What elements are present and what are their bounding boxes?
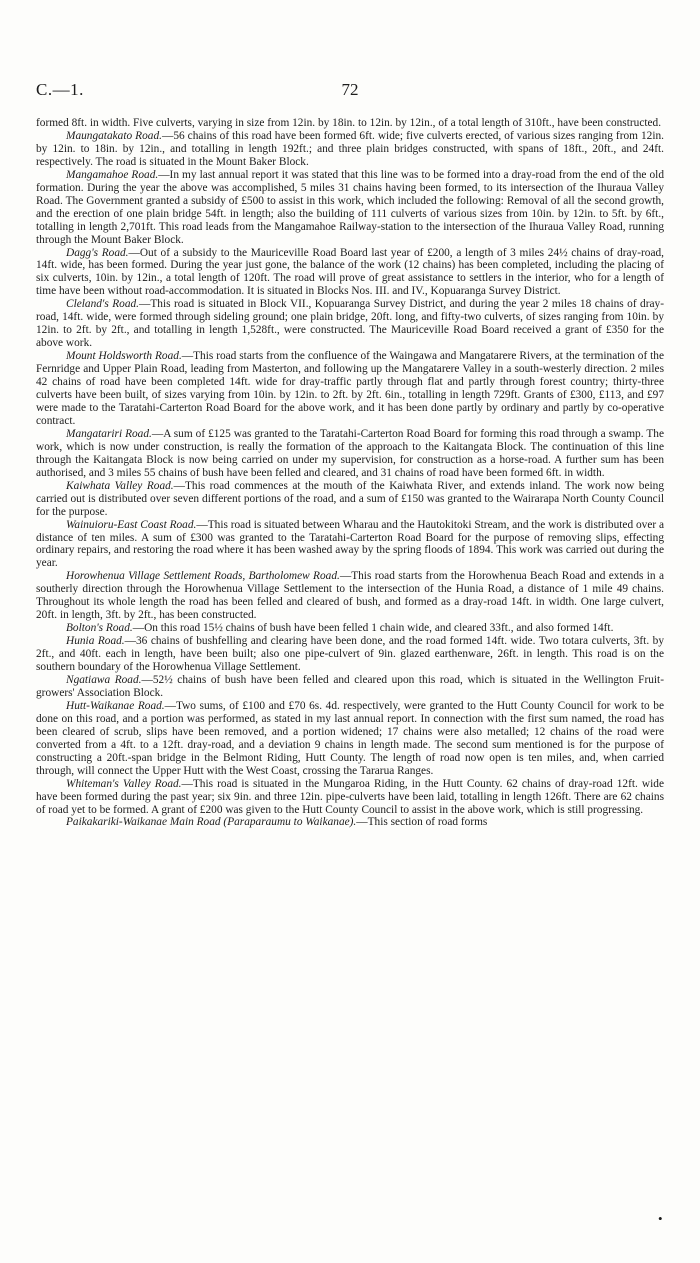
paragraph-text: —In my last annual report it was stated that this line was to be formed into a dray-road from the end of the old formation. During the year the above was accomplished, 5 miles 31 chains having been formed, to its intersection of the Ihuraua Valley Road. The Government granted a subsidy of £500 to assist in this work, which included the following: Removal of all the second growth, and the erection of one plain bridge 54ft. in length; also the building of 111 culverts of various sizes from 10in. by 12in. to 5ft. by 6ft., totalling in length 2,701ft. This road leads from the Mangamahoe Railway-station to the intersection of the Ihuraua Valley Road, running through the Mount Baker Block. [36,168,664,246]
paragraph [36,674,664,700]
page-number: 72 [341,80,359,99]
footer-mark: • [658,1211,663,1226]
paragraph-text: —This road is situated in the Mungaroa Riding, in the Hutt County. 62 chains of dray-road 12ft. wide have been formed during the past year; six 9in. and three 12in. pipe-culverts have been laid, totalling in length 126ft. There are 62 chains of road yet to be formed. A grant of £200 was given to the Hutt County Council to assist in the above work, which is still progressing. [36,777,664,816]
paragraph [36,635,664,674]
paragraph-text: —This road commences at the mouth of the Kaiwhata River, and extends inland. The work now being carried out is distributed over seven different portions of the road, and a sum of £150 was granted to the Wairarapa North County Council for the purpose. [36,479,665,518]
paragraph-text: —This road is situated in Block VII., Kopuaranga Survey District, and during the year 2 miles 18 chains of dray-road, 14ft. wide, were formed through sideling ground; one plain bridge, 20ft. long, and fifty-two culverts, of sizes ranging from 10in. by 12in. to 2ft. by 2ft., and totalling in length 1,528ft., were constructed. The Mauriceville Road Board received a grant of £350 for the above work. [36,298,664,350]
road-title: Maungatakato Road. [66,129,162,142]
paragraph-text: —36 chains of bushfelling and clearing have been done, and the road formed 14ft. wide. Two totara culverts, 3ft. by 2ft., and 40ft. each in length, have been built; also one pipe-culvert of 9in. glazed earthenware, 26ft. in length. This road is on the southern boundary of the Horowhenua Village Settlement. [36,635,665,674]
paragraph [36,816,664,829]
road-title: Hutt-Waikanae Road. [66,699,165,712]
paragraph [36,480,664,519]
road-title: Mangatariri Road. [66,427,152,440]
road-title: Whiteman's Valley Road. [66,777,182,790]
paragraph-text: —This section of road forms [356,816,488,829]
paragraph-text: —On this road 15½ chains of bush have been felled 1 chain wide, and cleared 33ft., and also formed 14ft. [132,622,614,635]
paragraph-text: —Two sums, of £100 and £70 6s. 4d. respectively, were granted to the Hutt County Council for work to be done on this road, and a portion was performed, as stated in my last annual report. In connection with the first sum named, the road has been cleared of scrub, slips have been removed, and a portion widened; 17 chains were also metalled; 12 chains of the road were converted from a 4ft. to a 12ft. dray-road, and a deviation 9 chains in length made. The second sum mentioned is for the purpose of constructing a 20ft.-span bridge in the Belmont Riding, Hutt County. The length of road now open is ten miles, and, when carried through, will connect the Upper Hutt with the West Coast, crossing the Tararua Ranges. [36,699,664,777]
paragraph-text: formed 8ft. in width. Five culverts, varying in size from 12in. by 18in. to 12in. by 12in., of a total length of 310ft., have been constructed. [36,117,662,129]
paragraph-text: —This road is situated between Wharau and the Hautokitoki Stream, and the work is distributed over a distance of ten miles. A sum of £300 was granted to the Taratahi-Carterton Road Board for the purpose of removing slips, effecting ordinary repairs, and restoring the road where it has been washed away by the spring floods of 1894. This work was carried out during the year. [36,518,665,570]
paragraph [36,169,664,247]
paragraph [36,700,664,778]
paragraph-text: —52½ chains of bush have been felled and cleared upon this road, which is situated in the Wellington Fruit-growers' Association Block. [36,673,664,699]
road-title: Bolton's Road. [66,622,133,635]
paragraph [36,778,664,817]
road-title: Paikakariki-Waikanae Main Road (Paraparaumu to Waikanae). [66,816,357,829]
paragraph-text: —A sum of £125 was granted to the Taratahi-Carterton Road Board for forming this road through a swamp. The work, which is now under construction, is really the formation of the approach to the Kaitangata Block. The continuation of this line through the Kaitangata Block is now being carried on under my supervision, for construction as a horse-road. A further sum has been authorised, and 3 miles 55 chains of bush have been felled and cleared, and 31 chains of road have been formed 6ft. in width. [36,427,664,479]
paragraph-text: —56 chains of this road have been formed 6ft. wide; five culverts erected, of various sizes ranging from 12in. by 12in. to 18in. by 12in., and totalling in length 192ft.; and three plain bridges constructed, with spans of 18ft., 20ft., and 24ft. respectively. The road is situated in the Mount Baker Block. [36,129,664,168]
paragraph [36,570,664,622]
road-title: Wainuioru-East Coast Road. [66,518,197,531]
document-reference: C.—1. [36,80,84,99]
paragraph [36,350,664,428]
road-title: Kaiwhata Valley Road. [66,479,174,492]
page-header [36,80,664,104]
paragraph [36,130,664,169]
paragraph-text: —Out of a subsidy to the Mauriceville Road Board last year of £200, a length of 3 miles 24½ chains of dray-road, 14ft. wide, has been formed. During the year just gone, the balance of the work (12 chains) has been completed, including the placing of six culverts, 10in. by 12in., a total length of 120ft. The road will prove of great assistance to settlers in the interior, who for a length of time have been without road-accommodation. It is situated in Blocks Nos. III. and IV., Kopuaranga Survey District. [36,246,664,298]
road-title: Mount Holdsworth Road. [66,350,182,363]
road-title: Mangamahoe Road. [66,168,159,181]
road-title: Horowhenua Village Settlement Roads, Bartholomew Road. [66,570,340,583]
paragraph-text: —This road starts from the confluence of the Waingawa and Mangatarere Rivers, at the termination of the Fernridge and Upper Plain Road, leading from Masterton, and following up the Mangatarere Valley in a south-westerly direction. 2 miles 42 chains of road have been completed 14ft. wide for dray-traffic partly through flat and partly through forest country; thirty-three culverts have been built, of sizes varying from 10in. by 12in. to 2ft. by 2ft. 6in., totalling in length 729ft. Grants of £300, £113, and £97 were made to the Taratahi-Carterton Road Board for the above work, and it has been done partly by ordinary and partly by co-operative contract. [36,350,664,427]
paragraph-text: —This road starts from the Horowhenua Beach Road and extends in a southerly direction through the Horowhenua Village Settlement to the intersection of the Hunia Road, a distance of 1 mile 49 chains. Throughout its whole length the road has been felled and cleared of bush, and formed as a dray-road 14ft. in width. One large culvert, 20ft. in length, 3ft. by 2ft., has been constructed. [36,570,664,622]
road-title: Cleland's Road. [66,298,139,311]
paragraph [36,298,664,350]
paragraph [36,117,664,130]
road-title: Hunia Road. [66,635,125,648]
paragraph [36,622,664,635]
body-text [36,117,664,829]
paragraph [36,428,664,480]
road-title: Ngatiawa Road. [66,673,142,686]
paragraph [36,247,664,299]
road-title: Dagg's Road. [66,246,129,259]
paragraph [36,519,664,571]
